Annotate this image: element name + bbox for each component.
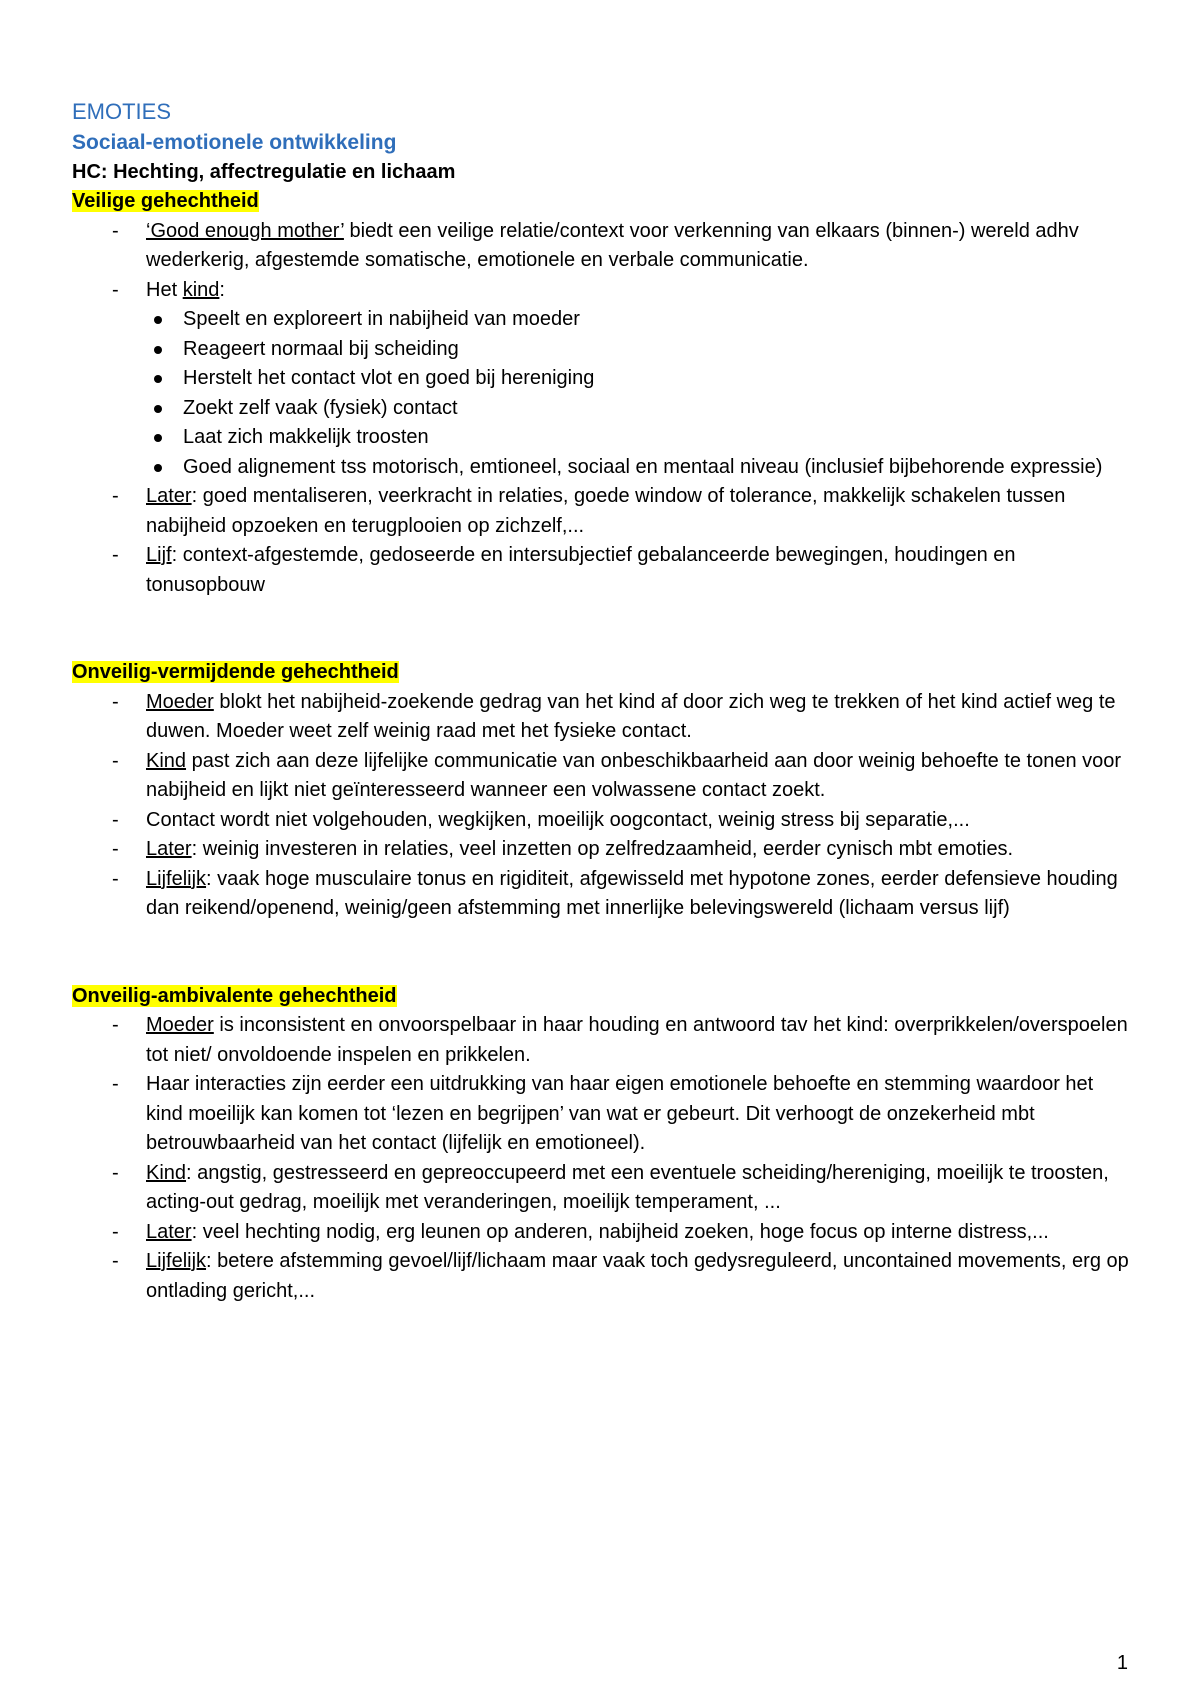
sections	[72, 187, 1132, 1306]
item-lead: Later	[146, 485, 192, 507]
bullet-dot-icon	[154, 375, 162, 383]
item-text: : weinig investeren in relaties, veel inzetten op zelfredzaamheid, eerder cynisch mbt emoties.	[191, 838, 1014, 860]
item-text: blokt het nabijheid-zoekende gedrag van het kind af door zich weg te trekken of het kind actief weg te duwen. Moeder weet zelf weinig raad met het fysieke contact.	[146, 690, 1116, 742]
list-item	[72, 1070, 1132, 1159]
lecture-heading: HC: Hechting, affectregulatie en lichaam	[72, 161, 456, 183]
bullet-text: Laat zich makkelijk troosten	[183, 426, 429, 448]
item-text: : veel hechting nodig, erg leunen op anderen, nabijheid zoeken, hoge focus op interne distress,...	[191, 1220, 1049, 1243]
dash-marker: -	[112, 544, 119, 566]
section-heading	[72, 982, 1132, 1012]
list-item	[72, 217, 1132, 276]
bullet-dot-icon	[154, 464, 162, 472]
item-text: : vaak hoge musculaire tonus en rigiditeit, afgewisseld met hypotone zones, eerder defensieve houding dan reikend/openend, weinig/geen afstemming met innerlijke belevingswereld (lichaam versus lijf)	[146, 867, 1118, 919]
item-lead: Lijfelijk	[146, 867, 207, 890]
section	[72, 658, 1132, 924]
item-lead: kind	[182, 278, 220, 301]
highlighted-heading-text: Veilige gehechtheid	[72, 190, 259, 212]
document-content	[72, 96, 1132, 1306]
item-text: is inconsistent en onvoorspelbaar in haar houding en antwoord tav het kind: overprikkelen/overspoelen tot niet/ onvoldoende inspelen en prikkelen.	[146, 1014, 1128, 1066]
bullet-item	[146, 305, 1132, 335]
item-text: : goed mentaliseren, veerkracht in relaties, goede window of tolerance, makkelijk schakelen tussen nabijheid opzoeken en terugplooien op zichzelf,...	[146, 485, 1066, 537]
dash-marker: -	[112, 278, 119, 301]
section-heading	[72, 658, 1132, 688]
item-text: :	[219, 278, 225, 301]
dash-marker: -	[112, 1220, 119, 1243]
bullet-item	[146, 364, 1132, 394]
section-spacer	[72, 600, 1132, 658]
page-number: 1	[1116, 1652, 1128, 1674]
section	[72, 187, 1132, 600]
list-item	[72, 806, 1132, 836]
highlighted-heading-text: Onveilig-ambivalente gehechtheid	[72, 984, 397, 1007]
dash-marker: -	[112, 838, 119, 860]
item-lead: Kind	[146, 749, 187, 772]
bullet-item	[146, 335, 1132, 365]
item-text: : angstig, gestresseerd en gepreoccupeerd met een eventuele scheiding/hereniging, moeilijk te troosten, acting-out gedrag, moeilijk met veranderingen, moeilijk temperament, ...	[146, 1161, 1109, 1213]
list-item	[72, 276, 1132, 483]
item-lead: Kind	[146, 1161, 187, 1184]
item-lead: Moeder	[146, 1014, 214, 1036]
list-item	[72, 1247, 1132, 1306]
bullet-list	[146, 305, 1132, 482]
bullet-dot-icon	[154, 346, 162, 354]
dash-marker: -	[112, 867, 119, 890]
list-item	[72, 1011, 1132, 1070]
highlighted-heading-text: Onveilig-vermijdende gehechtheid	[72, 661, 399, 683]
bullet-item	[146, 453, 1132, 483]
bullet-text: Reageert normaal bij scheiding	[183, 337, 459, 360]
bullet-text: Zoekt zelf vaak (fysiek) contact	[183, 396, 458, 419]
document-title: EMOTIES	[72, 99, 172, 124]
item-lead: Lijf	[146, 544, 172, 566]
dash-marker: -	[112, 1161, 119, 1184]
dash-marker: -	[112, 808, 119, 831]
dash-marker: -	[112, 485, 119, 507]
item-text: past zich aan deze lijfelijke communicatie van onbeschikbaarheid aan door weinig behoefte te tonen voor nabijheid en lijkt niet geïnteresseerd wanneer een volwassene contact zoekt.	[146, 749, 1122, 801]
bullet-dot-icon	[154, 405, 162, 413]
dash-marker: -	[112, 1014, 119, 1036]
section	[72, 982, 1132, 1307]
item-text: Contact wordt niet volgehouden, wegkijken, moeilijk oogcontact, weinig stress bij separatie,...	[146, 808, 970, 831]
section-spacer	[72, 924, 1132, 982]
item-lead: Later	[146, 838, 192, 860]
bullet-dot-icon	[154, 316, 162, 324]
list-item	[72, 1159, 1132, 1218]
list-item	[72, 1218, 1132, 1248]
bullet-dot-icon	[154, 434, 162, 442]
item-lead: Moeder	[146, 690, 214, 713]
bullet-item	[146, 423, 1132, 453]
dash-list	[72, 688, 1132, 924]
list-item	[72, 482, 1132, 541]
bullet-text: Herstelt het contact vlot en goed bij hereniging	[183, 367, 595, 389]
item-text: Haar interacties zijn eerder een uitdrukking van haar eigen emotionele behoefte en stemming waardoor het kind moeilijk kan komen tot ‘lezen en begrijpen’ van wat er gebeurt. Dit verhoogt de onzekerheid mbt betrouwbaarheid van het contact (lijfelijk en emotioneel).	[146, 1073, 1094, 1154]
dash-marker: -	[112, 219, 119, 242]
bullet-item	[146, 394, 1132, 424]
list-item	[72, 541, 1132, 600]
list-item	[72, 835, 1132, 865]
dash-list	[72, 217, 1132, 601]
item-text: : context-afgestemde, gedoseerde en intersubjectief gebalanceerde bewegingen, houdingen en tonusopbouw	[146, 544, 1016, 596]
list-item	[72, 865, 1132, 924]
dash-marker: -	[112, 690, 119, 713]
item-text: biedt een veilige relatie/context voor verkenning van elkaars (binnen-) wereld adhv wederkerig, afgestemde somatische, emotionele en verbale communicatie.	[146, 219, 1079, 271]
dash-marker: -	[112, 1073, 119, 1095]
bullet-text: Goed alignement tss motorisch, emtioneel, sociaal en mentaal niveau (inclusief bijbehorende expressie)	[183, 455, 1103, 478]
list-item	[72, 747, 1132, 806]
list-item	[72, 688, 1132, 747]
item-lead: Lijfelijk	[146, 1250, 207, 1272]
item-lead: ‘Good enough mother’	[146, 219, 344, 242]
section-heading	[72, 187, 1132, 217]
item-text: : betere afstemming gevoel/lijf/lichaam maar vaak toch gedysreguleerd, uncontained movements, erg op ontlading gericht,...	[146, 1250, 1129, 1302]
document-subtitle: Sociaal-emotionele ontwikkeling	[72, 131, 397, 154]
item-lead: Later	[146, 1220, 192, 1243]
dash-list	[72, 1011, 1132, 1306]
bullet-text: Speelt en exploreert in nabijheid van moeder	[183, 308, 580, 330]
dash-marker: -	[112, 1250, 119, 1272]
dash-marker: -	[112, 749, 119, 772]
item-prefix: Het	[146, 278, 183, 301]
